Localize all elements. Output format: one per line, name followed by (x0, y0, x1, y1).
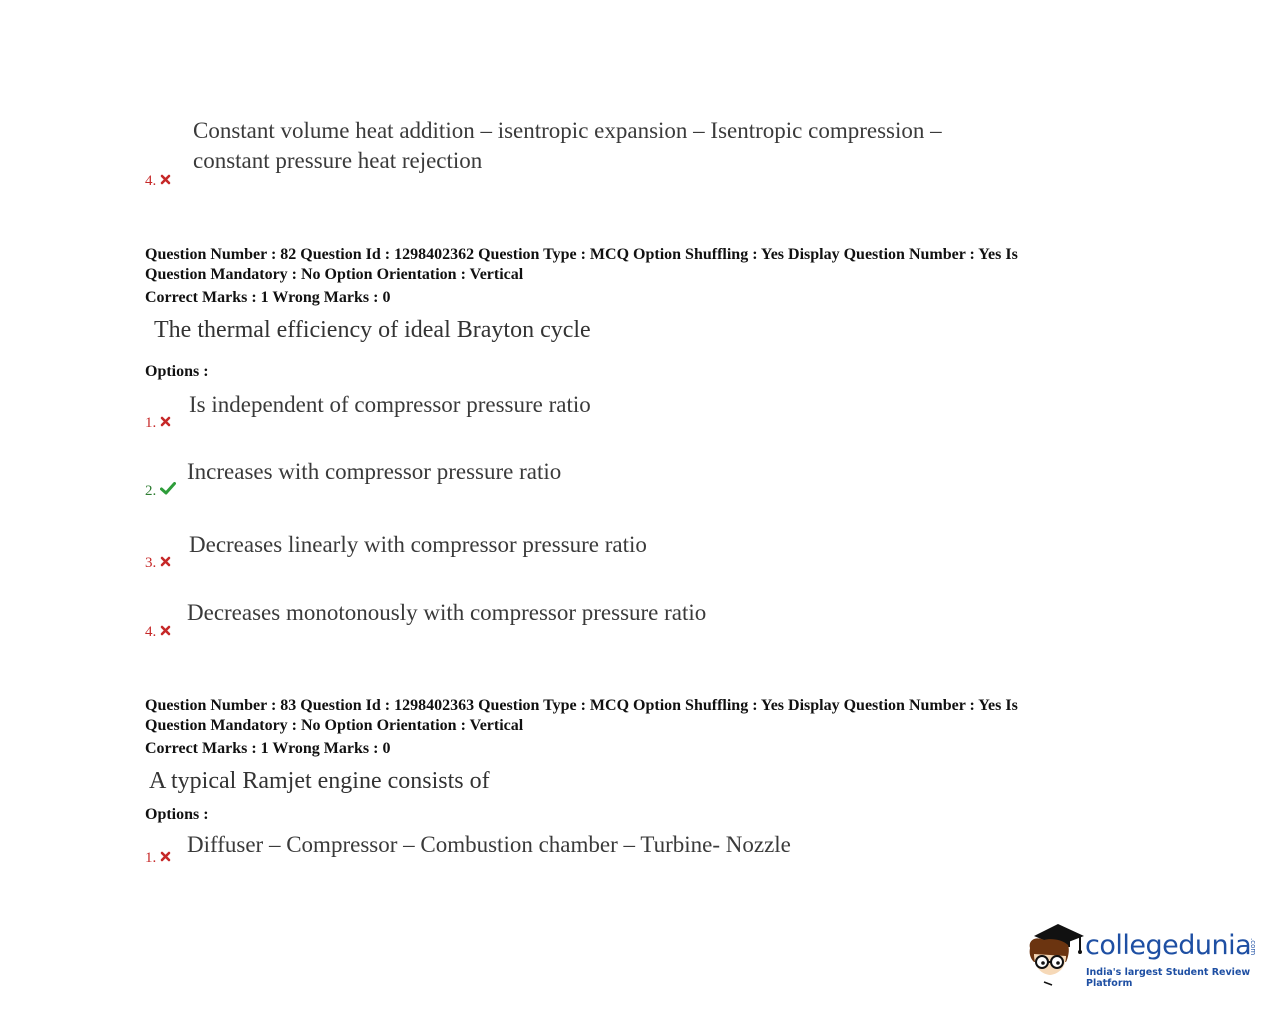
q82-option-1-number (145, 415, 171, 431)
q82-marks: Correct Marks : 1 Wrong Marks : 0 (145, 289, 391, 306)
cross-icon (160, 624, 171, 640)
option-number: 2. (145, 483, 157, 499)
q82-option-4-text: Decreases monotonously with compressor pressure ratio (187, 600, 707, 625)
prev-option-4-text-line1: Constant volume heat addition – isentropic expansion – Isentropic compression – (193, 118, 942, 143)
prev-option-4-text-line2: constant pressure heat rejection (193, 148, 483, 173)
cross-icon (160, 850, 171, 866)
q83-options-label: Options : (145, 806, 209, 823)
cross-icon (160, 415, 171, 431)
q83-option-1-text: Diffuser – Compressor – Combustion chamber – Turbine- Nozzle (187, 832, 791, 857)
q82-question-text: The thermal efficiency of ideal Brayton cycle (154, 317, 591, 343)
q83-option-1-number (145, 850, 171, 866)
option-number: 1. (145, 415, 157, 431)
q82-options-label: Options : (145, 363, 209, 380)
q82-option-4-number (145, 624, 171, 640)
cross-icon (160, 173, 171, 189)
mascot-icon (1024, 918, 1086, 988)
q83-meta-line2: Question Mandatory : No Option Orientation : Vertical (145, 717, 524, 734)
option-number: 3. (145, 555, 157, 571)
logo-com: .com (1249, 938, 1257, 956)
check-icon (160, 482, 176, 499)
q82-option-3-text: Decreases linearly with compressor pressure ratio (189, 532, 647, 557)
prev-option-4-number (145, 173, 171, 189)
q82-option-1-text: Is independent of compressor pressure ratio (189, 392, 591, 417)
option-number: 4. (145, 173, 157, 189)
q82-meta-line2: Question Mandatory : No Option Orientation : Vertical (145, 266, 524, 283)
option-number: 4. (145, 624, 157, 640)
q82-option-2-number (145, 482, 176, 499)
logo-name: collegedunia (1085, 930, 1252, 961)
q83-question-text: A typical Ramjet engine consists of (149, 768, 490, 794)
cross-icon (160, 555, 171, 571)
option-number: 1. (145, 850, 157, 866)
q82-option-3-number (145, 555, 171, 571)
collegedunia-logo[interactable] (1024, 918, 1264, 990)
q83-marks: Correct Marks : 1 Wrong Marks : 0 (145, 740, 391, 757)
q82-option-2-text: Increases with compressor pressure ratio (187, 459, 562, 484)
q82-meta-line1: Question Number : 82 Question Id : 1298402362 Question Type : MCQ Option Shuffling : Yes Display Question Number : Yes Is (145, 246, 1018, 263)
q83-meta-line1: Question Number : 83 Question Id : 1298402363 Question Type : MCQ Option Shuffling : Yes Display Question Number : Yes Is (145, 697, 1018, 714)
logo-tagline: India's largest Student Review Platform (1086, 967, 1251, 989)
